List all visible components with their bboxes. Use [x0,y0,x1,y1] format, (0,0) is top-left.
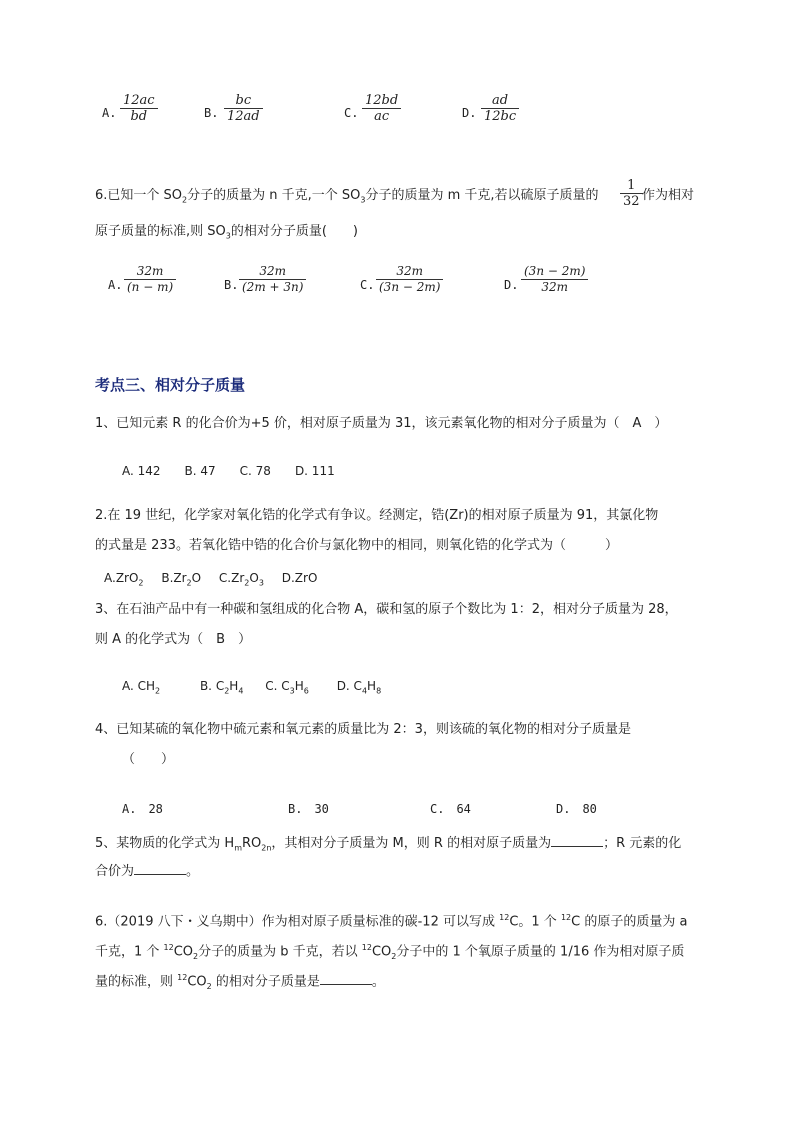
q5-option-a-fraction[interactable] [120,93,158,124]
q6-text: C 的原子的质量为 a [571,914,688,930]
fraction-numerator: ad [481,93,519,109]
q6-text: 分子的质量为 b 千克，若以 [198,944,362,960]
q5-option-b-fraction[interactable] [224,93,263,124]
q6a-one-over-32-fraction [620,178,643,209]
question-6-line3 [95,968,385,997]
q5-text: 合价为 [95,864,135,879]
q6a-option-b-label: B. [224,278,239,292]
fraction-numerator: 12bd [362,93,401,109]
option-text: D. C [336,679,362,693]
subscript: 2 [244,578,250,588]
option-text: B. C [199,679,225,693]
q6-text: 量的标准，则 [95,974,178,990]
q4-option-c[interactable]: C. 64 [430,802,471,816]
subscript: 2 [155,686,161,696]
q6a-text: 的相对分子质量( ) [230,224,358,239]
option-text: A. CH [122,679,156,693]
subscript: 4 [238,686,244,696]
q6a-option-c-fraction[interactable] [376,264,443,295]
subscript: 2n [261,843,272,853]
q5-text: 。 [186,864,200,879]
question-6a-line1 [95,186,599,211]
answer-blank[interactable] [320,972,372,985]
fraction-denominator: 12bc [484,109,517,124]
superscript: 12 [499,913,510,922]
subscript: 3 [360,195,366,205]
subscript: 4 [361,686,368,696]
q6a-text: 分子的质量为 m 千克,若以硫原子质量的 [365,188,599,203]
option-text: H [294,679,304,693]
fraction-numerator: 1 [620,178,643,194]
answer-blank[interactable] [134,862,186,875]
answer-blank[interactable] [551,834,603,847]
q3-option-b[interactable] [199,679,244,696]
fraction-numerator: 32m [124,264,176,280]
fraction-numerator: 32m [239,264,306,280]
fraction-numerator: (3n − 2m) [521,264,588,280]
question-6-line2 [95,938,684,967]
q6a-option-c-label: C. [360,278,375,292]
q5-option-c-label: C. [344,106,359,120]
option-text: C.Zr [218,571,245,585]
q2-option-c[interactable] [218,571,264,588]
subscript: 2 [224,686,230,696]
option-text: O [191,571,202,585]
fraction-denominator: bd [130,109,148,124]
question-3-options [122,676,381,701]
q6a-option-b-fraction[interactable] [239,264,306,295]
q6-text: CO [173,944,194,960]
section-title: 考点三、相对分子质量 [95,376,246,394]
fraction-denominator: ac [374,109,390,124]
fraction-denominator: 12ad [227,109,260,124]
q2-option-d[interactable]: D.ZrO [281,571,318,585]
question-5-line2 [95,862,199,882]
fraction-numerator: bc [224,93,263,109]
q6a-text: 原子质量的标准,则 SO [95,224,226,239]
q5-option-d-fraction[interactable] [481,93,519,124]
subscript: 2 [182,195,188,205]
subscript: 2 [391,951,397,961]
question-2-line1: 2.在 19 世纪，化学家对氧化锆的化学式有争议。经测定，锆(Zr)的相对原子质量为 91，其氯化物 [95,508,659,523]
subscript: 8 [376,686,382,696]
q6a-option-a-fraction[interactable] [124,264,176,295]
q3-option-c[interactable] [265,679,309,696]
q5-option-c-fraction[interactable] [362,93,401,124]
subscript: 3 [289,686,295,696]
q5-text: 5、某物质的化学式为 H [95,836,235,851]
q5-option-d-label: D. [462,106,477,120]
option-text: B.Zr [161,571,187,585]
q2-option-b[interactable] [161,571,202,588]
subscript: 3 [258,578,264,588]
q5-text: ，其相对分子质量为 M，则 R 的相对原子质量为 [271,836,552,851]
subscript: 2 [206,981,212,991]
fraction-denominator: 32 [623,194,640,209]
q6-text: CO [371,944,392,960]
option-text: C. C [265,679,290,693]
superscript: 12 [177,973,188,982]
question-1-options: A. 142 B. 47 C. 78 D. 111 [122,464,335,478]
subscript: 3 [225,231,231,241]
option-text: A.ZrO [104,571,139,585]
fraction-denominator: 32m [541,280,569,294]
subscript: 2 [138,578,144,588]
q4-option-d[interactable]: D. 80 [556,802,597,816]
subscript: m [234,843,242,853]
q6a-option-a-label: A. [108,278,123,292]
q6-text: 的相对分子质量是 [211,974,320,990]
fraction-denominator: (2m + 3n) [242,280,304,294]
option-text: O [249,571,259,585]
superscript: 12 [560,913,572,922]
question-3-line2: 则 A 的化学式为（ B ） [95,632,252,647]
q5-text: RO [241,836,262,851]
q6a-text: 分子的质量为 n 千克,一个 SO [187,188,361,203]
fraction-denominator: (n − m) [127,280,174,294]
question-2-line2: 的式量是 233。若氧化锆中锆的化合价与氯化物中的相同，则氧化锆的化学式为（ ） [95,538,618,553]
q6-text: 分子中的 1 个氧原子质量的 1/16 作为相对原子质 [396,944,685,960]
subscript: 2 [193,951,199,961]
q6-text: 千克，1 个 [95,944,164,960]
question-3-line1: 3、在石油产品中有一种碳和氢组成的化合物 A，碳和氢的原子个数比为 1：2，相对分子质量为 28， [95,602,678,617]
question-4-line1: 4、已知某硫的氧化物中硫元素和氧元素的质量比为 2：3，则该硫的氧化物的相对分子质量是 [95,722,631,737]
question-6-line1 [95,908,687,932]
q6a-option-d-fraction[interactable] [521,264,588,295]
q4-option-b[interactable]: B. 30 [288,802,329,816]
q6-text: C。1 个 [509,914,561,930]
q4-option-a[interactable]: A. 28 [122,802,163,816]
q6-text: CO [187,974,207,990]
superscript: 12 [361,943,372,952]
q3-option-a[interactable] [122,679,161,696]
question-6a-line2 [95,222,358,247]
q6-text: 6.（2019 八下・义乌期中）作为相对原子质量标准的碳-12 可以写成 [95,914,500,930]
q5-option-a-label: A. [102,106,117,120]
question-5-line1 [95,834,681,859]
fraction-numerator: 32m [376,264,443,280]
question-2-options [104,568,317,593]
q3-option-d[interactable] [336,679,382,696]
subscript: 6 [303,686,309,696]
q6a-line1-end: 作为相对 [642,188,695,203]
question-1-stem: 1、已知元素 R 的化合价为+5 价，相对原子质量为 31，该元素氧化物的相对分子质量为（ A ） [95,416,668,431]
q6a-option-d-label: D. [504,278,519,292]
subscript: 2 [186,578,192,588]
option-text: H [367,679,377,693]
q5-text: ；R 元素的化 [603,836,682,851]
question-4-line2: （ ） [122,752,175,767]
fraction-numerator: 12ac [120,93,158,109]
q6-text: 。 [371,974,385,990]
option-text: H [229,679,239,693]
q2-option-a[interactable] [104,571,144,588]
q6a-text: 6.已知一个 SO [95,188,183,203]
fraction-denominator: (3n − 2m) [379,280,441,294]
q5-option-b-label: B. [204,106,219,120]
superscript: 12 [163,943,174,952]
